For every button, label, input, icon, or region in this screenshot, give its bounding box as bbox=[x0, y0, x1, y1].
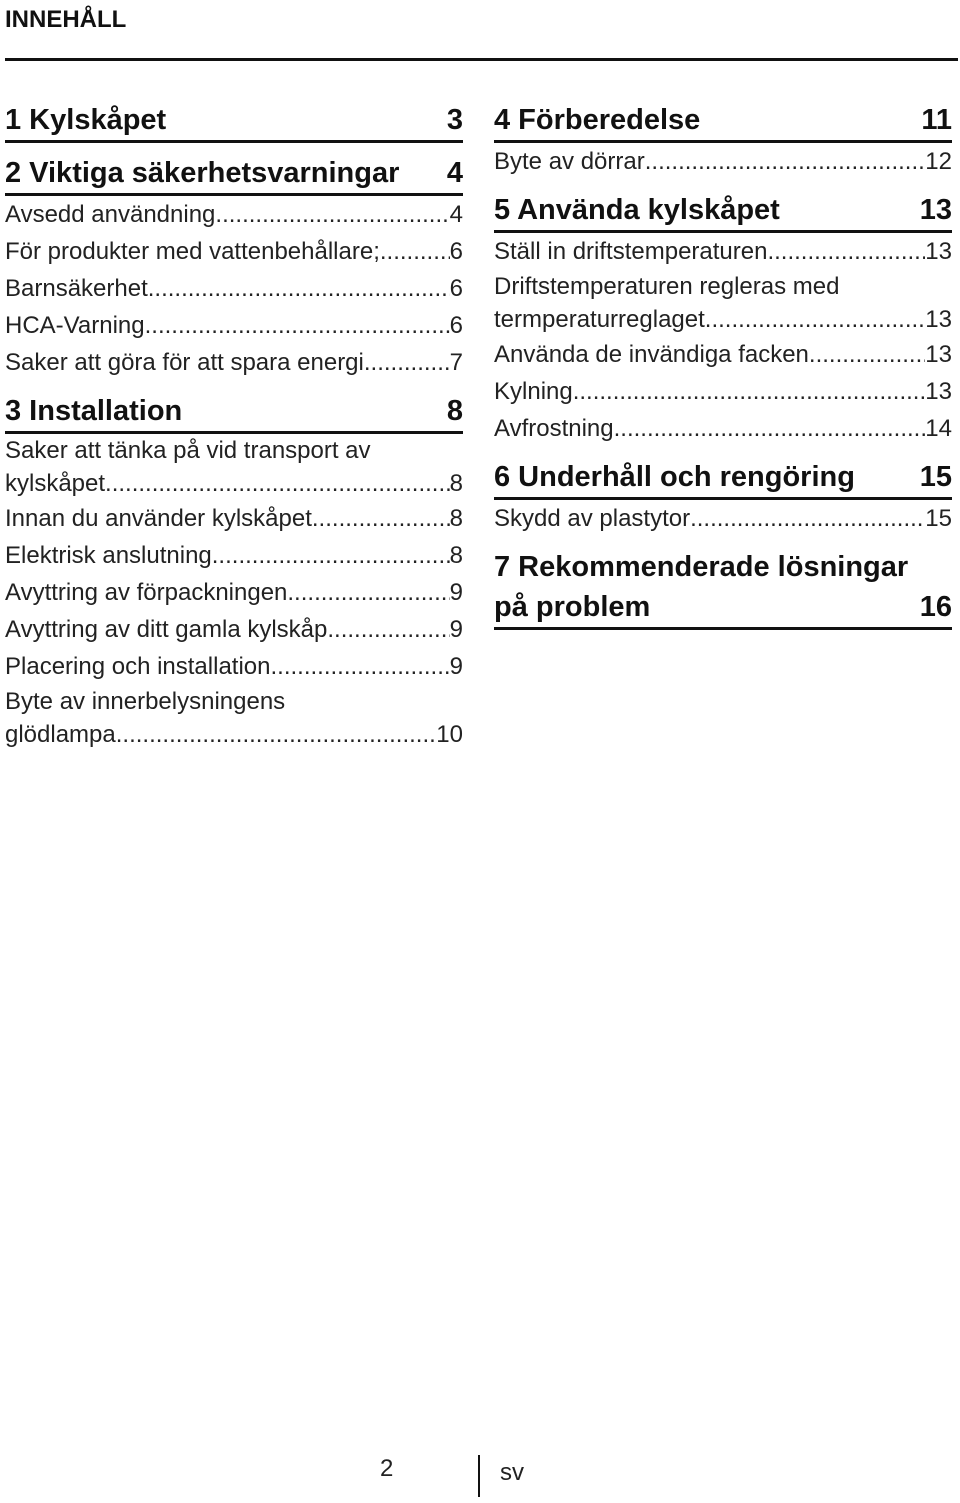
entry-text: Saker att göra för att spara energi bbox=[5, 349, 364, 376]
entry-page-number: 15 bbox=[925, 505, 952, 532]
toc-entry[interactable] bbox=[494, 336, 952, 373]
entry-text: Elektrisk anslutning bbox=[5, 542, 212, 569]
dot-leader bbox=[645, 143, 926, 180]
dot-leader bbox=[215, 196, 449, 233]
toc-section-heading[interactable] bbox=[5, 391, 463, 434]
entry-text: HCA-Varning bbox=[5, 312, 145, 339]
entry-text: Barnsäkerhet bbox=[5, 275, 148, 302]
entry-text: Skydd av plastytor bbox=[494, 505, 691, 532]
dot-leader bbox=[364, 344, 450, 381]
title-divider bbox=[5, 58, 958, 61]
toc-entry[interactable] bbox=[494, 143, 952, 180]
section-title: 2 Viktiga säkerhetsvarningar bbox=[5, 157, 400, 189]
section-page-number: 11 bbox=[921, 104, 952, 136]
toc-entry[interactable] bbox=[494, 500, 952, 537]
entry-text-line1: Driftstemperaturen regleras med bbox=[494, 273, 840, 300]
toc-entry[interactable] bbox=[494, 270, 952, 336]
toc-entry[interactable] bbox=[5, 434, 463, 500]
entry-page-number: 13 bbox=[925, 378, 952, 405]
section-page-number: 4 bbox=[446, 157, 463, 189]
section-page-number: 13 bbox=[919, 194, 952, 226]
section-page-number: 3 bbox=[446, 104, 463, 136]
toc-entry[interactable] bbox=[5, 307, 463, 344]
section-title: 4 Förberedelse bbox=[494, 104, 701, 136]
toc-entry[interactable] bbox=[5, 270, 463, 307]
toc-entry[interactable] bbox=[494, 233, 952, 270]
entry-text: Ställ in driftstemperaturen bbox=[494, 238, 768, 265]
entry-text: kylskåpet bbox=[5, 470, 106, 497]
toc-section-heading[interactable] bbox=[494, 100, 952, 143]
entry-text: glödlampa bbox=[5, 721, 116, 748]
dot-leader bbox=[287, 574, 449, 611]
entry-page-number: 13 bbox=[925, 238, 952, 265]
toc-entry[interactable] bbox=[494, 410, 952, 447]
dot-leader bbox=[105, 467, 450, 500]
dot-leader bbox=[271, 648, 450, 685]
entry-page-number: 7 bbox=[449, 349, 463, 376]
entry-page-number: 4 bbox=[449, 201, 463, 228]
dot-leader bbox=[809, 336, 925, 373]
toc-section-heading[interactable] bbox=[494, 190, 952, 233]
entry-text: Kylning bbox=[494, 378, 573, 405]
entry-page-number: 8 bbox=[449, 542, 463, 569]
entry-text: Använda de invändiga facken bbox=[494, 341, 809, 368]
toc-entry[interactable] bbox=[5, 233, 463, 270]
footer-page-number: 2 bbox=[380, 1455, 394, 1482]
entry-page-number: 10 bbox=[436, 721, 463, 748]
entry-page-number: 6 bbox=[449, 275, 463, 302]
toc-right-column bbox=[494, 100, 952, 630]
entry-page-number: 14 bbox=[925, 415, 952, 442]
dot-leader bbox=[690, 500, 925, 537]
toc-entry[interactable] bbox=[5, 685, 463, 751]
entry-text-line1: Byte av innerbelysningens bbox=[5, 688, 286, 715]
toc-entry[interactable] bbox=[5, 537, 463, 574]
entry-text: termperaturreglaget. bbox=[494, 306, 712, 333]
dot-leader bbox=[145, 307, 450, 344]
entry-page-number: 6 bbox=[449, 312, 463, 339]
section-page-number: 16 bbox=[919, 591, 952, 623]
dot-leader bbox=[116, 718, 437, 751]
entry-text: Avsedd användning bbox=[5, 201, 216, 228]
entry-page-number: 8 bbox=[449, 470, 463, 497]
entry-page-number: 13 bbox=[925, 306, 952, 333]
toc-section-heading[interactable] bbox=[494, 457, 952, 500]
toc-entry[interactable] bbox=[5, 648, 463, 685]
dot-leader bbox=[212, 537, 450, 574]
toc-section-heading[interactable] bbox=[5, 153, 463, 196]
footer-divider bbox=[478, 1455, 480, 1497]
toc-entry[interactable] bbox=[5, 500, 463, 537]
toc-entry[interactable] bbox=[5, 611, 463, 648]
footer-language: sv bbox=[500, 1459, 524, 1486]
dot-leader bbox=[327, 611, 449, 648]
entry-page-number: 9 bbox=[449, 653, 463, 680]
toc-section-heading[interactable] bbox=[494, 547, 952, 630]
entry-page-number: 9 bbox=[449, 579, 463, 606]
section-title: 5 Använda kylskåpet bbox=[494, 194, 780, 226]
entry-page-number: 13 bbox=[925, 341, 952, 368]
dot-leader bbox=[711, 303, 925, 336]
toc-entry[interactable] bbox=[5, 344, 463, 381]
entry-text: Innan du använder kylskåpet bbox=[5, 505, 312, 532]
toc-left-column bbox=[5, 100, 463, 751]
toc-section-heading[interactable] bbox=[5, 100, 463, 143]
entry-text: Byte av dörrar bbox=[494, 148, 645, 175]
entry-page-number: 6 bbox=[449, 238, 463, 265]
entry-page-number: 9 bbox=[449, 616, 463, 643]
dot-leader bbox=[312, 500, 450, 537]
toc-entry[interactable] bbox=[5, 196, 463, 233]
section-title: 1 Kylskåpet bbox=[5, 104, 167, 136]
toc-entry[interactable] bbox=[494, 373, 952, 410]
dot-leader bbox=[148, 270, 450, 307]
page-title: INNEHÅLL bbox=[5, 6, 127, 33]
entry-text: Placering och installation bbox=[5, 653, 271, 680]
section-title: 6 Underhåll och rengöring bbox=[494, 461, 855, 493]
entry-text: Avyttring av ditt gamla kylskåp bbox=[5, 616, 328, 643]
dot-leader bbox=[573, 373, 926, 410]
entry-text: För produkter med vattenbehållare; bbox=[5, 238, 380, 265]
entry-text: Avyttring av förpackningen bbox=[5, 579, 288, 606]
section-title: 3 Installation bbox=[5, 395, 183, 427]
dot-leader bbox=[380, 233, 450, 270]
entry-page-number: 12 bbox=[925, 148, 952, 175]
dot-leader bbox=[614, 410, 926, 447]
entry-text-line1: Saker att tänka på vid transport av bbox=[5, 437, 371, 464]
section-page-number: 15 bbox=[919, 461, 952, 493]
entry-text: Avfrostning bbox=[494, 415, 614, 442]
dot-leader bbox=[767, 233, 925, 270]
section-page-number: 8 bbox=[446, 395, 463, 427]
entry-page-number: 8 bbox=[449, 505, 463, 532]
toc-entry[interactable] bbox=[5, 574, 463, 611]
section-title: 7 Rekommenderade lösningar på problem bbox=[494, 551, 909, 623]
